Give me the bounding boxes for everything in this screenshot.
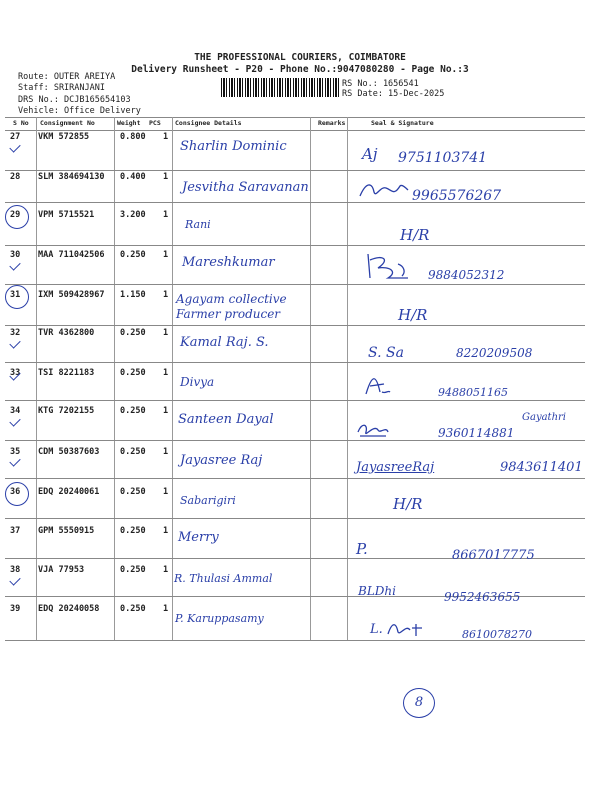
row-pcs: 1 (163, 368, 169, 378)
row-consignment: SLM 384694130 (38, 172, 105, 182)
signature-phone: 9965576267 (412, 188, 502, 204)
row-pcs: 1 (163, 290, 169, 300)
row-consignment: EDQ 20240058 (38, 604, 100, 614)
row-consignment: GPM 5550915 (38, 526, 95, 536)
row-weight: 0.400 (120, 172, 146, 182)
signature-phone: 9488051165 (438, 386, 508, 399)
row-sno: 38 (10, 565, 21, 575)
consignee-handwritten: R. Thulasi Ammal (174, 572, 273, 585)
route-label: Route: OUTER AREIYA (18, 72, 116, 82)
staff-label: Staff: SRIRANJANI (18, 83, 105, 93)
row-consignment: VKM 572855 (38, 132, 90, 142)
signature-scribble (358, 178, 410, 202)
row-sno: 36 (10, 487, 21, 497)
row-sno: 33 (10, 368, 21, 378)
row-consignment: KTG 7202155 (38, 406, 95, 416)
signature-phone: 9843611401 (500, 460, 583, 475)
signature-initials: Aj (362, 145, 378, 163)
row-pcs: 1 (163, 487, 169, 497)
consignee-handwritten: Jesvitha Saravanan (182, 180, 309, 195)
row-rule (5, 170, 585, 171)
runsheet-title: Delivery Runsheet - P20 - Phone No.:9047080280 - Page No.:3 (131, 64, 469, 75)
drs-label: DRS No.: DCJB165654103 (18, 95, 131, 105)
rs-date: RS Date: 15-Dec-2025 (342, 89, 445, 99)
check-mark (9, 259, 20, 270)
row-pcs: 1 (163, 604, 169, 614)
signature-note: Gayathri (522, 412, 566, 423)
row-consignment: VJA 77953 (38, 565, 85, 575)
row-sno: 37 (10, 526, 21, 536)
col-divider (114, 117, 115, 640)
signature-hr: H/R (400, 226, 430, 244)
row-weight: 0.250 (120, 604, 146, 614)
signature-hr: H/R (393, 495, 423, 513)
signature-scribble (386, 618, 436, 638)
row-consignment: TVR 4362800 (38, 328, 95, 338)
rs-number: RS No.: 1656541 (342, 79, 419, 89)
signature-initials: L. (370, 622, 383, 637)
signature-phone: 8667017775 (452, 548, 535, 563)
row-sno: 27 (10, 132, 21, 142)
row-pcs: 1 (163, 565, 169, 575)
signature-phone: 9360114881 (438, 426, 515, 440)
row-pcs: 1 (163, 447, 169, 457)
row-weight: 3.200 (120, 210, 146, 220)
row-rule (5, 245, 585, 246)
signature-phone: 9952463655 (444, 590, 521, 604)
col-divider (172, 117, 173, 640)
circle-mark (5, 285, 29, 309)
row-consignment: EDQ 20240061 (38, 487, 100, 497)
row-rule (5, 478, 585, 479)
circle-mark (5, 205, 29, 229)
row-weight: 0.250 (120, 368, 146, 378)
signature-scribble (356, 420, 390, 440)
check-mark (9, 574, 20, 585)
signature-scribble (362, 372, 392, 398)
check-mark (9, 455, 20, 466)
consignee-handwritten: Merry (178, 530, 219, 545)
row-consignment: TSI 8221183 (38, 368, 95, 378)
row-weight: 0.250 (120, 565, 146, 575)
table-top-rule (5, 117, 585, 118)
signature-name: JayasreeRaj (356, 460, 435, 475)
row-sno: 28 (10, 172, 21, 182)
consignee-handwritten: Jayasree Raj (180, 453, 263, 468)
row-sno: 30 (10, 250, 21, 260)
row-pcs: 1 (163, 132, 169, 142)
row-weight: 0.250 (120, 526, 146, 536)
signature-phone: 9751103741 (398, 150, 488, 166)
consignee-handwritten: Sharlin Dominic (180, 139, 287, 154)
signature-phone: 8220209508 (456, 346, 533, 360)
signature-scribble (364, 250, 414, 284)
row-weight: 0.250 (120, 250, 146, 260)
consignee-handwritten: Divya (180, 375, 215, 389)
col-header-seal: Seal & Signature (371, 119, 434, 127)
signature-hr: H/R (398, 306, 428, 324)
row-rule (5, 518, 585, 519)
row-sno: 39 (10, 604, 21, 614)
check-mark (9, 415, 20, 426)
consignee-handwritten: Sabarigiri (180, 494, 236, 507)
barcode (221, 78, 339, 97)
table-header-rule (5, 130, 585, 131)
check-mark (9, 141, 20, 152)
consignee-handwritten: Rani (185, 218, 211, 231)
row-consignment: IXM 509428967 (38, 290, 105, 300)
row-weight: 1.150 (120, 290, 146, 300)
col-divider (36, 117, 37, 640)
col-header-consignment: Consignment No (40, 119, 95, 127)
row-consignment: CDM 50387603 (38, 447, 100, 457)
row-sno: 31 (10, 290, 21, 300)
col-divider (310, 117, 311, 640)
vehicle-label: Vehicle: Office Delivery (18, 106, 141, 116)
row-sno: 32 (10, 328, 21, 338)
page-count-mark: 8 (403, 688, 435, 718)
signature-name: BLDhi (358, 584, 396, 598)
circle-mark (5, 482, 29, 506)
signature-phone: 8610078270 (462, 628, 532, 641)
row-pcs: 1 (163, 526, 169, 536)
col-header-consignee: Consignee Details (175, 119, 242, 127)
row-consignment: MAA 711042506 (38, 250, 105, 260)
row-rule (5, 284, 585, 285)
row-sno: 34 (10, 406, 21, 416)
check-mark (9, 337, 20, 348)
row-sno: 29 (10, 210, 21, 220)
consignee-handwritten: P. Karuppasamy (175, 612, 264, 625)
col-header-sno: S No (13, 119, 29, 127)
signature-name: P. (356, 540, 368, 558)
col-header-weight: Weight (117, 119, 141, 127)
row-pcs: 1 (163, 406, 169, 416)
row-sno: 35 (10, 447, 21, 457)
row-weight: 0.250 (120, 447, 146, 457)
row-rule (5, 440, 585, 441)
company-title: THE PROFESSIONAL COURIERS, COIMBATORE (194, 52, 406, 63)
consignee-handwritten: Mareshkumar (182, 255, 275, 270)
row-weight: 0.250 (120, 406, 146, 416)
signature-phone: 9884052312 (428, 268, 505, 282)
signature-initials: S. Sa (368, 345, 404, 361)
consignee-handwritten: Agayam collective Farmer producer (176, 292, 287, 321)
row-weight: 0.250 (120, 487, 146, 497)
row-rule (5, 362, 585, 363)
col-header-pcs: PCS (149, 119, 161, 127)
col-divider (347, 117, 348, 640)
row-consignment: VPM 5715521 (38, 210, 95, 220)
row-rule (5, 325, 585, 326)
row-pcs: 1 (163, 210, 169, 220)
row-rule (5, 400, 585, 401)
row-weight: 0.800 (120, 132, 146, 142)
col-header-remarks: Remarks (318, 119, 346, 127)
row-pcs: 1 (163, 172, 169, 182)
row-pcs: 1 (163, 328, 169, 338)
consignee-handwritten: Kamal Raj. S. (180, 335, 269, 350)
consignee-handwritten: Santeen Dayal (178, 412, 274, 427)
row-pcs: 1 (163, 250, 169, 260)
row-weight: 0.250 (120, 328, 146, 338)
